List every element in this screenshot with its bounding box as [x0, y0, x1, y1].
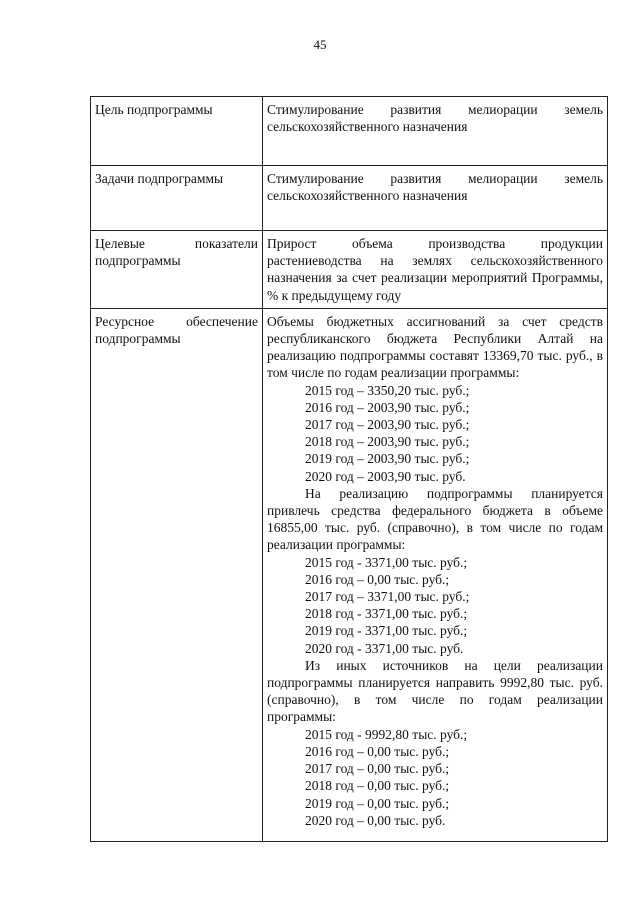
row-label-tasks: Задачи подпрограммы: [91, 166, 263, 231]
list-item: 2017 год – 2003,90 тыс. руб.;: [305, 417, 470, 433]
list-item: 2019 год – 2003,90 тыс. руб.;: [305, 451, 470, 467]
list-item: 2018 год – 0,00 тыс. руб.;: [305, 778, 450, 794]
label-line-1: [95, 235, 258, 252]
list-item: 2016 год – 0,00 тыс. руб.;: [305, 743, 450, 759]
label-line-2: подпрограммы: [95, 331, 181, 347]
goal-text: Стимулирование развития мелиорации земель сельскохозяйственного назначения: [267, 102, 603, 135]
label-word-1: Целевые: [95, 236, 145, 251]
table-row-goal: [91, 97, 608, 166]
label-word-2: обеспечение: [186, 313, 258, 329]
list-item: 2020 год – 0,00 тыс. руб.: [305, 812, 446, 828]
list-item: 2018 год - 3371,00 тыс. руб.;: [305, 606, 468, 622]
label-word-1: Ресурсное: [95, 313, 155, 329]
regional-budget-intro: Объемы бюджетных ассигнований за счет средств республиканского бюджета Республики Алтай на реализацию подпрограммы составят 13369,70 тыс. руб., в том числе по годам реализации программы:: [267, 313, 603, 381]
subprogram-passport-table: [90, 96, 608, 842]
list-item: 2019 год - 3371,00 тыс. руб.;: [305, 623, 468, 639]
row-label-indicators: [91, 231, 263, 309]
other-sources-years: [267, 726, 603, 829]
list-item: 2020 год - 3371,00 тыс. руб.: [305, 640, 464, 656]
label-word-2: показатели: [194, 236, 258, 251]
table-row-tasks: [91, 166, 608, 231]
label-line-1: [95, 313, 258, 330]
list-item: 2017 год – 3371,00 тыс. руб.;: [305, 589, 470, 605]
list-item: 2016 год – 0,00 тыс. руб.;: [305, 571, 450, 587]
list-item: 2015 год - 9992,80 тыс. руб.;: [305, 726, 468, 742]
table-row-resources: [91, 308, 608, 841]
row-content-tasks: [263, 166, 608, 231]
row-label-goal: Цель подпрограммы: [91, 97, 263, 166]
list-item: 2019 год – 0,00 тыс. руб.;: [305, 795, 450, 811]
federal-budget-intro: На реализацию подпрограммы планируется привлечь средства федерального бюджета в объеме 16855,00 тыс. руб. (справочно), в том числе по годам реализации программы:: [267, 485, 603, 553]
list-item: 2017 год – 0,00 тыс. руб.;: [305, 761, 450, 777]
federal-budget-years: [267, 554, 603, 657]
other-sources-intro: Из иных источников на цели реализации подпрограммы планируется направить 9992,80 тыс. руб. (справочно), в том числе по годам реализации программы:: [267, 657, 603, 725]
list-item: 2015 год – 3350,20 тыс. руб.;: [305, 382, 470, 398]
row-label-resources: [91, 308, 263, 841]
tasks-text: Стимулирование развития мелиорации земель сельскохозяйственного назначения: [267, 171, 603, 204]
label-line-2: подпрограммы: [95, 253, 181, 269]
list-item: 2016 год – 2003,90 тыс. руб.;: [305, 399, 470, 415]
row-content-goal: [263, 97, 608, 166]
indicators-text: Прирост объема производства продукции растениеводства на землях сельскохозяйственного назначения за счет реализации мероприятий Программы, % к предыдущему году: [267, 236, 603, 303]
page-number: 45: [313, 37, 327, 52]
regional-budget-years: [267, 382, 603, 485]
table-row-indicators: [91, 231, 608, 309]
list-item: 2018 год – 2003,90 тыс. руб.;: [305, 434, 470, 450]
list-item: 2020 год – 2003,90 тыс. руб.: [305, 468, 466, 484]
list-item: 2015 год - 3371,00 тыс. руб.;: [305, 554, 468, 570]
row-content-resources: [263, 308, 608, 841]
row-content-indicators: [263, 231, 608, 309]
